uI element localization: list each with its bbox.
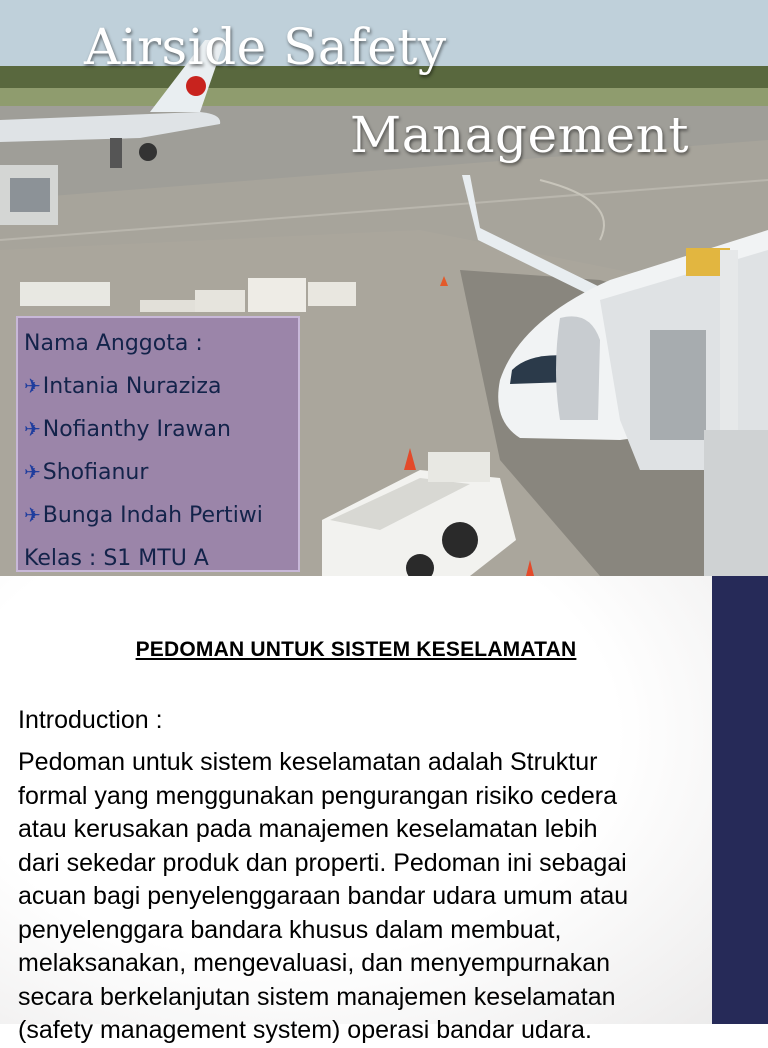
body-line: penyelenggara bandara khusus dalam membuat,: [18, 915, 562, 944]
airplane-icon: ✈: [24, 460, 41, 484]
member-item: [24, 451, 298, 494]
body-line: dari sekedar produk dan properti. Pedoman ini sebagai: [18, 848, 627, 877]
member-item: [24, 365, 298, 408]
member-list-header: [24, 322, 298, 365]
member-name: Bunga Indah Pertiwi: [42, 503, 263, 528]
airplane-icon: ✈: [24, 417, 41, 441]
body-paragraph: [18, 746, 708, 1048]
class-label: [24, 537, 298, 580]
member-list-box: [16, 316, 300, 572]
airplane-icon: ✈: [24, 374, 41, 398]
side-accent-bar: [712, 576, 768, 1024]
member-name: Nofianthy Irawan: [42, 417, 231, 442]
body-line: acuan bagi penyelenggaraan bandar udara umum atau: [18, 882, 629, 910]
body-line: secara berkelanjutan sistem manajemen keselamatan: [18, 982, 616, 1011]
intro-label: Introduction :: [18, 706, 163, 734]
body-line: (safety management system) operasi bandar udara.: [18, 1016, 592, 1044]
member-list-header-text: Nama Anggota :: [24, 331, 203, 356]
member-name: Shofianur: [42, 460, 149, 485]
body-line: Pedoman untuk sistem keselamatan adalah Struktur: [18, 748, 598, 776]
class-label-text: Kelas : S1 MTU A: [24, 546, 209, 571]
member-item: [24, 408, 298, 451]
airplane-icon: ✈: [24, 503, 41, 527]
slide-title-line-1: Airside Safety: [84, 18, 447, 76]
content-slide: [0, 576, 768, 1044]
section-heading: PEDOMAN UNTUK SISTEM KESELAMATAN: [135, 638, 577, 661]
body-line: melaksanakan, mengevaluasi, dan menyempurnakan: [18, 949, 611, 977]
member-name: Intania Nuraziza: [42, 374, 222, 399]
body-line: atau kerusakan pada manajemen keselamatan lebih: [18, 815, 598, 843]
slide-title-line-2: Management: [350, 106, 689, 164]
member-item: [24, 494, 298, 537]
body-line: formal yang menggunakan pengurangan risiko cedera: [18, 781, 617, 810]
